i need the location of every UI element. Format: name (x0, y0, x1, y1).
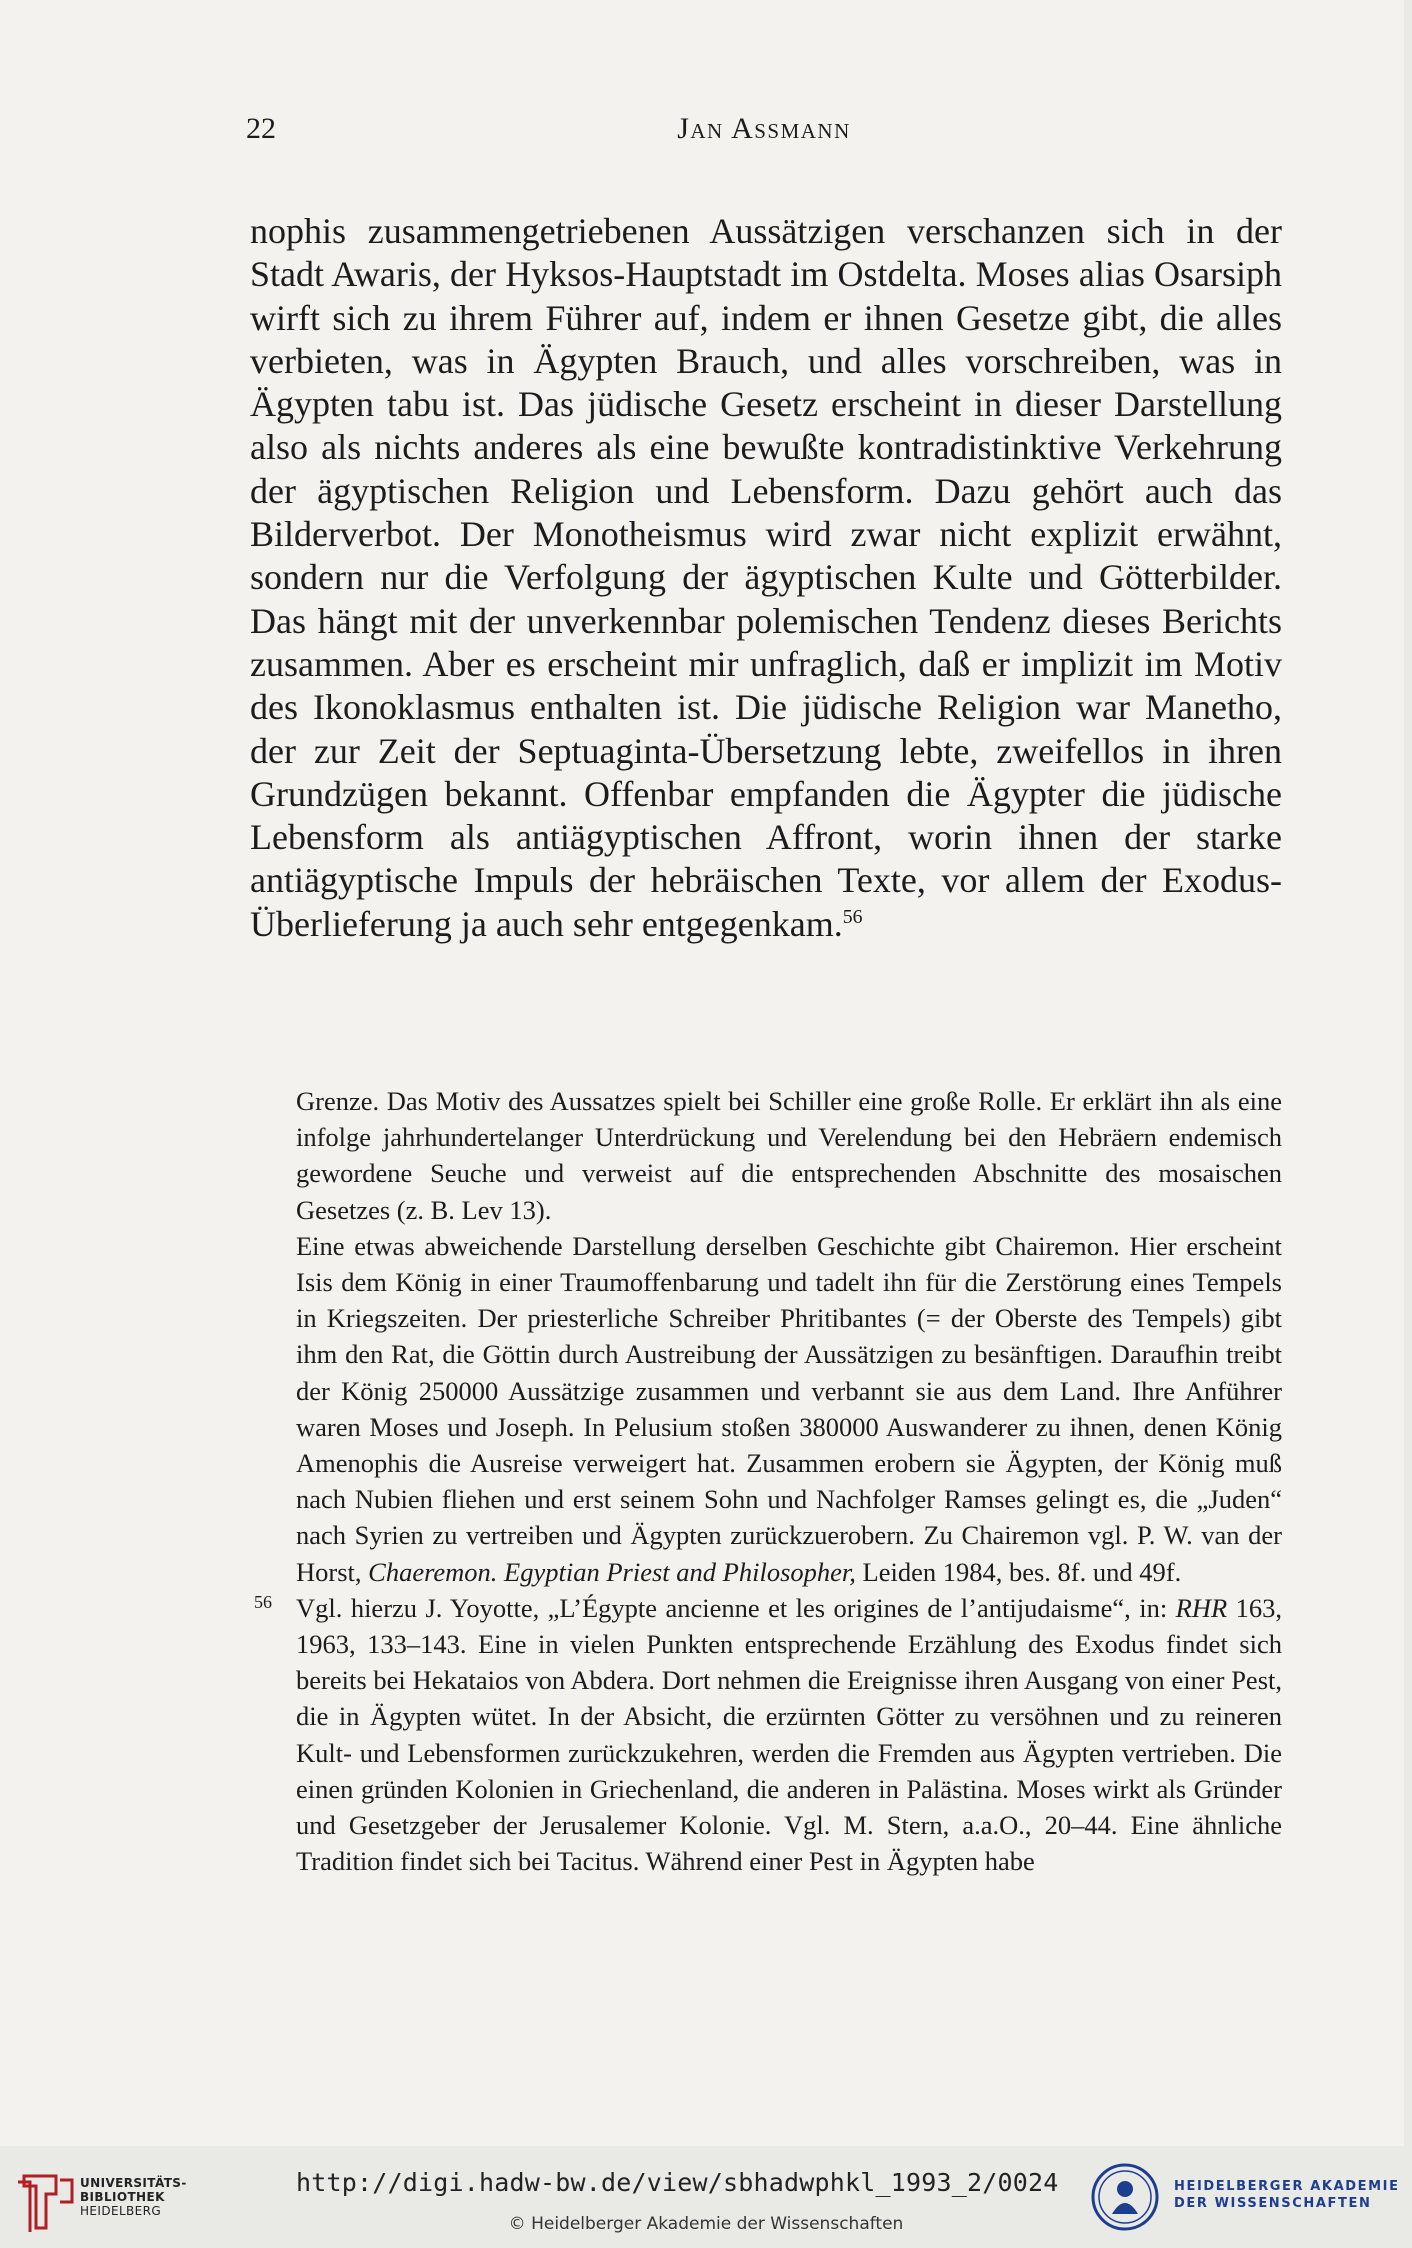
footnote-56 (254, 1590, 1283, 1880)
page-number: 22 (246, 112, 276, 145)
page-header (246, 112, 1282, 158)
digitization-footer (0, 2146, 1412, 2248)
journal-title: RHR (1175, 1592, 1228, 1623)
academy-seal-icon[interactable] (1090, 2162, 1160, 2232)
body-text (250, 210, 1282, 946)
academy-name-line: DER WISSENSCHAFTEN (1174, 2196, 1372, 2211)
copyright-notice: © Heidelberger Akademie der Wissenschaften (508, 2214, 904, 2234)
library-name-line: HEIDELBERG (80, 2204, 162, 2218)
library-name-line: UNIVERSITÄTS- (80, 2176, 187, 2190)
footnote-text: Leiden 1984, bes. 8f. und 49f. (862, 1556, 1182, 1587)
footnote-text: Eine etwas abweichende Darstellung derselben Geschichte gibt Chairemon. Hier erscheint Isis dem König in einer Traumoffenbarung und tadelt ihn für die Zerstörung eines Tempels in Kriegszeiten. Der priesterliche Schreiber Phritibantes (= der Oberste des Tempels) gibt ihm den Rat, die Göttin durch Austreibung der Aussätzigen zu besänftigen. Daraufhin treibt der König 250000 Aussätzige zusammen und verbannt sie aus dem Land. Ihre Anführer waren Moses und Joseph. In Pelusium stoßen 380000 Auswanderer zu ihnen, denen König Amenophis die Ausreise verweigert hat. Zusammen erobern sie Ägypten, der König muß nach Nubien fliehen und erst seinem Sohn und Nachfolger Ramses gelingt es, die „Juden“ nach Syrien zu vertreiben und Ägypten zurückzuerobern. Zu Chairemon vgl. P. W. van der Horst, (296, 1230, 1282, 1587)
academy-name-line: HEIDELBERGER AKADEMIE (1174, 2179, 1400, 2194)
library-name (80, 2176, 187, 2218)
footnote-continuation-2 (296, 1228, 1282, 1590)
running-head: Jan Assmann (677, 112, 851, 145)
footnote-continuation-1: Grenze. Das Motiv des Aussatzes spielt bei Schiller eine große Rolle. Er erklärt ihn als eine infolge jahrhundertelanger Unterdrückung und Verelendung bei den Hebräern endemisch gewordene Seuche und verweist auf die entsprechenden Abschnitte des mosaischen Gesetzes (z. B. Lev 13). (296, 1086, 1282, 1225)
library-name-line: BIBLIOTHEK (80, 2190, 165, 2204)
footnote-reference: 56 (842, 905, 863, 928)
permalink-url[interactable]: http://digi.hadw-bw.de/view/sbhadwphkl_1993_2/0024 (296, 2168, 1059, 2197)
body-paragraph-text: nophis zusammengetriebenen Aussätzigen verschanzen sich in der Stadt Awaris, der Hyksos-Hauptstadt im Ostdelta. Moses alias Osarsiph wirft sich zu ihrem Führer auf, indem er ihnen Gesetze gibt, die alles verbieten, was in Ägypten Brauch, und alles vorschreiben, was in Ägypten tabu ist. Das jüdische Gesetz erscheint in dieser Darstellung also als nichts anderes als eine bewußte kontradistinktive Verkehrung der ägyptischen Religion und Lebensform. Dazu gehört auch das Bilderverbot. Der Monotheismus wird zwar nicht explizit erwähnt, sondern nur die Verfolgung der ägyptischen Kulte und Götterbilder. Das hängt mit der unverkennbar polemischen Tendenz dieses Berichts zusammen. Aber es erscheint mir unfraglich, daß er implizit im Motiv des Ikonoklasmus enthalten ist. Die jüdische Religion war Manetho, der zur Zeit der Septuaginta-Übersetzung lebte, zweifellos in ihren Grundzügen bekannt. Offenbar empfanden die Ägypter die jüdische Lebensform als antiägyptischen Affront, worin ihnen der starke antiägyptische Impuls der hebräischen Texte, vor allem der Exodus-Überlieferung ja auch sehr entgegenkam. (250, 211, 1282, 944)
body-paragraph (250, 210, 1282, 946)
book-title: Chaeremon. Egyptian Priest and Philosopher, (368, 1556, 856, 1587)
footnotes (254, 1083, 1283, 1879)
footnote-text: Vgl. hierzu J. Yoyotte, „L’Égypte ancienne et les origines de l’antijudaisme“, in: (296, 1592, 1168, 1623)
footnote-marker: 56 (254, 1591, 272, 1612)
academy-name (1174, 2178, 1400, 2212)
footnote-text: 163, 1963, 133–143. Eine in vielen Punkten entsprechende Erzählung des Exodus findet sich bereits bei Hekataios von Abdera. Dort nehmen die Ereignisse ihren Ausgang von einer Pest, die in Ägypten wütet. In der Absicht, die erzürnten Götter zu versöhnen und zu reineren Kult- und Lebensformen zurückzukehren, werden die Fremden aus Ägypten vertrieben. Die einen gründen Kolonien in Griechenland, die anderen in Palästina. Moses wirkt als Gründer und Gesetzgeber der Jerusalemer Kolonie. Vgl. M. Stern, a.a.O., 20–44. Eine ähnliche Tradition findet sich bei Tacitus. Während einer Pest in Ägypten habe (296, 1592, 1283, 1877)
